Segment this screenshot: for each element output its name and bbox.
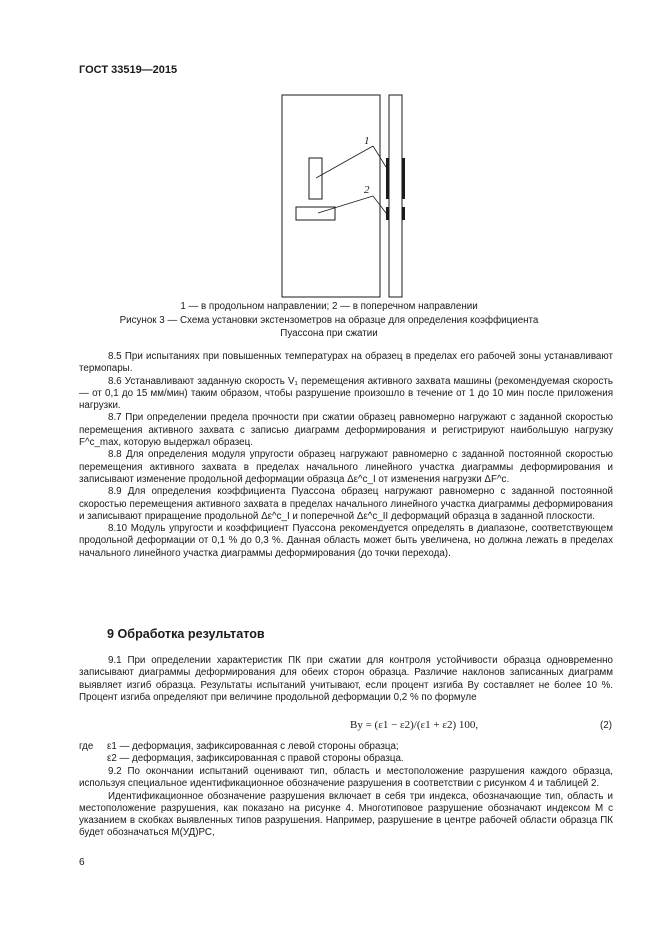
formula-number: (2)	[600, 720, 612, 731]
extensometer-figure	[0, 0, 661, 300]
where-label: где	[79, 741, 94, 752]
specimen-side-view	[389, 95, 402, 297]
clause-9-1-block	[79, 655, 613, 704]
formula-2: By = (ε1 − ε2)/(ε1 + ε2) 100,	[350, 719, 479, 731]
figure-legend: 1 — в продольном направлении; 2 — в поперечном направлении	[180, 301, 478, 312]
identification-paragraph: Идентификационное обозначение разрушения включает в себя три индекса, обозначающие тип, область и местоположение разрушения, как показано на рисунке 4. Многотиповое разрушение обозначают индексом М с указанием в скобках выявленных типов разрушения. Например, разрушение в центре рабочей области образца ПК будет обозначаться М(УД)РС,	[79, 790, 613, 839]
eps2-description: ε2 — деформация, зафиксированная с правой стороны образца.	[107, 753, 404, 764]
label-1: 1	[364, 135, 370, 147]
figure-caption-line2: Пуассона при сжатии	[280, 328, 378, 339]
document-header: ГОСТ 33519—2015	[79, 64, 178, 76]
clause-9-2: 9.2 По окончании испытаний оценивают тип, область и местоположение разрушения каждого образца, используя специальное идентификационное обозначение разрушения в соответствии с рисунком 4 и таблицей 2.	[79, 766, 613, 790]
side-gauge-lower-right	[402, 207, 405, 220]
side-gauge-upper-right	[402, 158, 405, 199]
clause-8-8: 8.8 Для определения модуля упругости образец нагружают равномерно с заданной постоянной скоростью перемещения активного захвата в пределах начального линейного участка диаграммы деформирования и записывают изменение продольной деформации образца Δε^c_I от изменения нагрузки ΔF^c.	[79, 449, 613, 485]
clause-8-9: 8.9 Для определения коэффициента Пуассона образец нагружают равномерно с заданной постоянной скоростью перемещения активного захвата в пределах начального линейного участка диаграммы деформирования и записывают приращение продольной Δε^c_I и поперечной Δε^c_II деформаций образца в заданной плоскости.	[79, 486, 613, 522]
section-9-title: 9 Обработка результатов	[107, 627, 265, 641]
page-number: 6	[79, 857, 85, 868]
longitudinal-gauge	[309, 158, 322, 199]
figure-caption-line1: Рисунок 3 — Схема установки экстензометров на образце для определения коэффициента	[119, 315, 539, 326]
clause-8-5: 8.5 При испытаниях при повышенных температурах на образец в пределах его рабочей зоны устанавливают термопары.	[79, 351, 613, 375]
label-2: 2	[364, 184, 370, 196]
clause-8-6: 8.6 Устанавливают заданную скорость V₁ перемещения активного захвата машины (рекомендуемая скорость — от 0,1 до 15 мм/мин) таким образом, чтобы разрушение произошло в течение от 1 до 10 мин после приложения нагрузки.	[79, 375, 613, 412]
clause-8-block	[79, 351, 613, 560]
eps1-description: ε1 — деформация, зафиксированная с левой стороны образца;	[107, 741, 399, 752]
clause-9-2-block	[79, 766, 613, 840]
specimen-front-view	[282, 95, 380, 297]
clause-9-1: 9.1 При определении характеристик ПК при сжатии для контроля устойчивости образца одновременно записывают диаграммы деформирования для обеих сторон образца. Различие наклонов записанных диаграмм выявляет изгиб образца. Результаты испытаний учитывают, если процент изгиба By составляет не более 10 %. Процент изгиба определяют при величине продольной деформации 0,2 % по формуле	[79, 655, 613, 703]
clause-8-7: 8.7 При определении предела прочности при сжатии образец равномерно нагружают с заданной скоростью перемещения активного захвата с записью диаграмм деформирования и регистрируют наибольшую нагрузку F^c_max, которую выдержал образец.	[79, 412, 613, 449]
side-gauge-upper	[386, 158, 389, 199]
side-gauge-lower	[386, 207, 389, 220]
transverse-gauge	[296, 207, 335, 220]
clause-8-10: 8.10 Модуль упругости и коэффициент Пуассона рекомендуется определять в диапазоне, соответствующем продольной деформации от 0,1 % до 0,3 %. Данная область может быть увеличена, но должна лежать в пределах начального линейного участка диаграммы деформирования (до точки перехода).	[79, 523, 613, 559]
